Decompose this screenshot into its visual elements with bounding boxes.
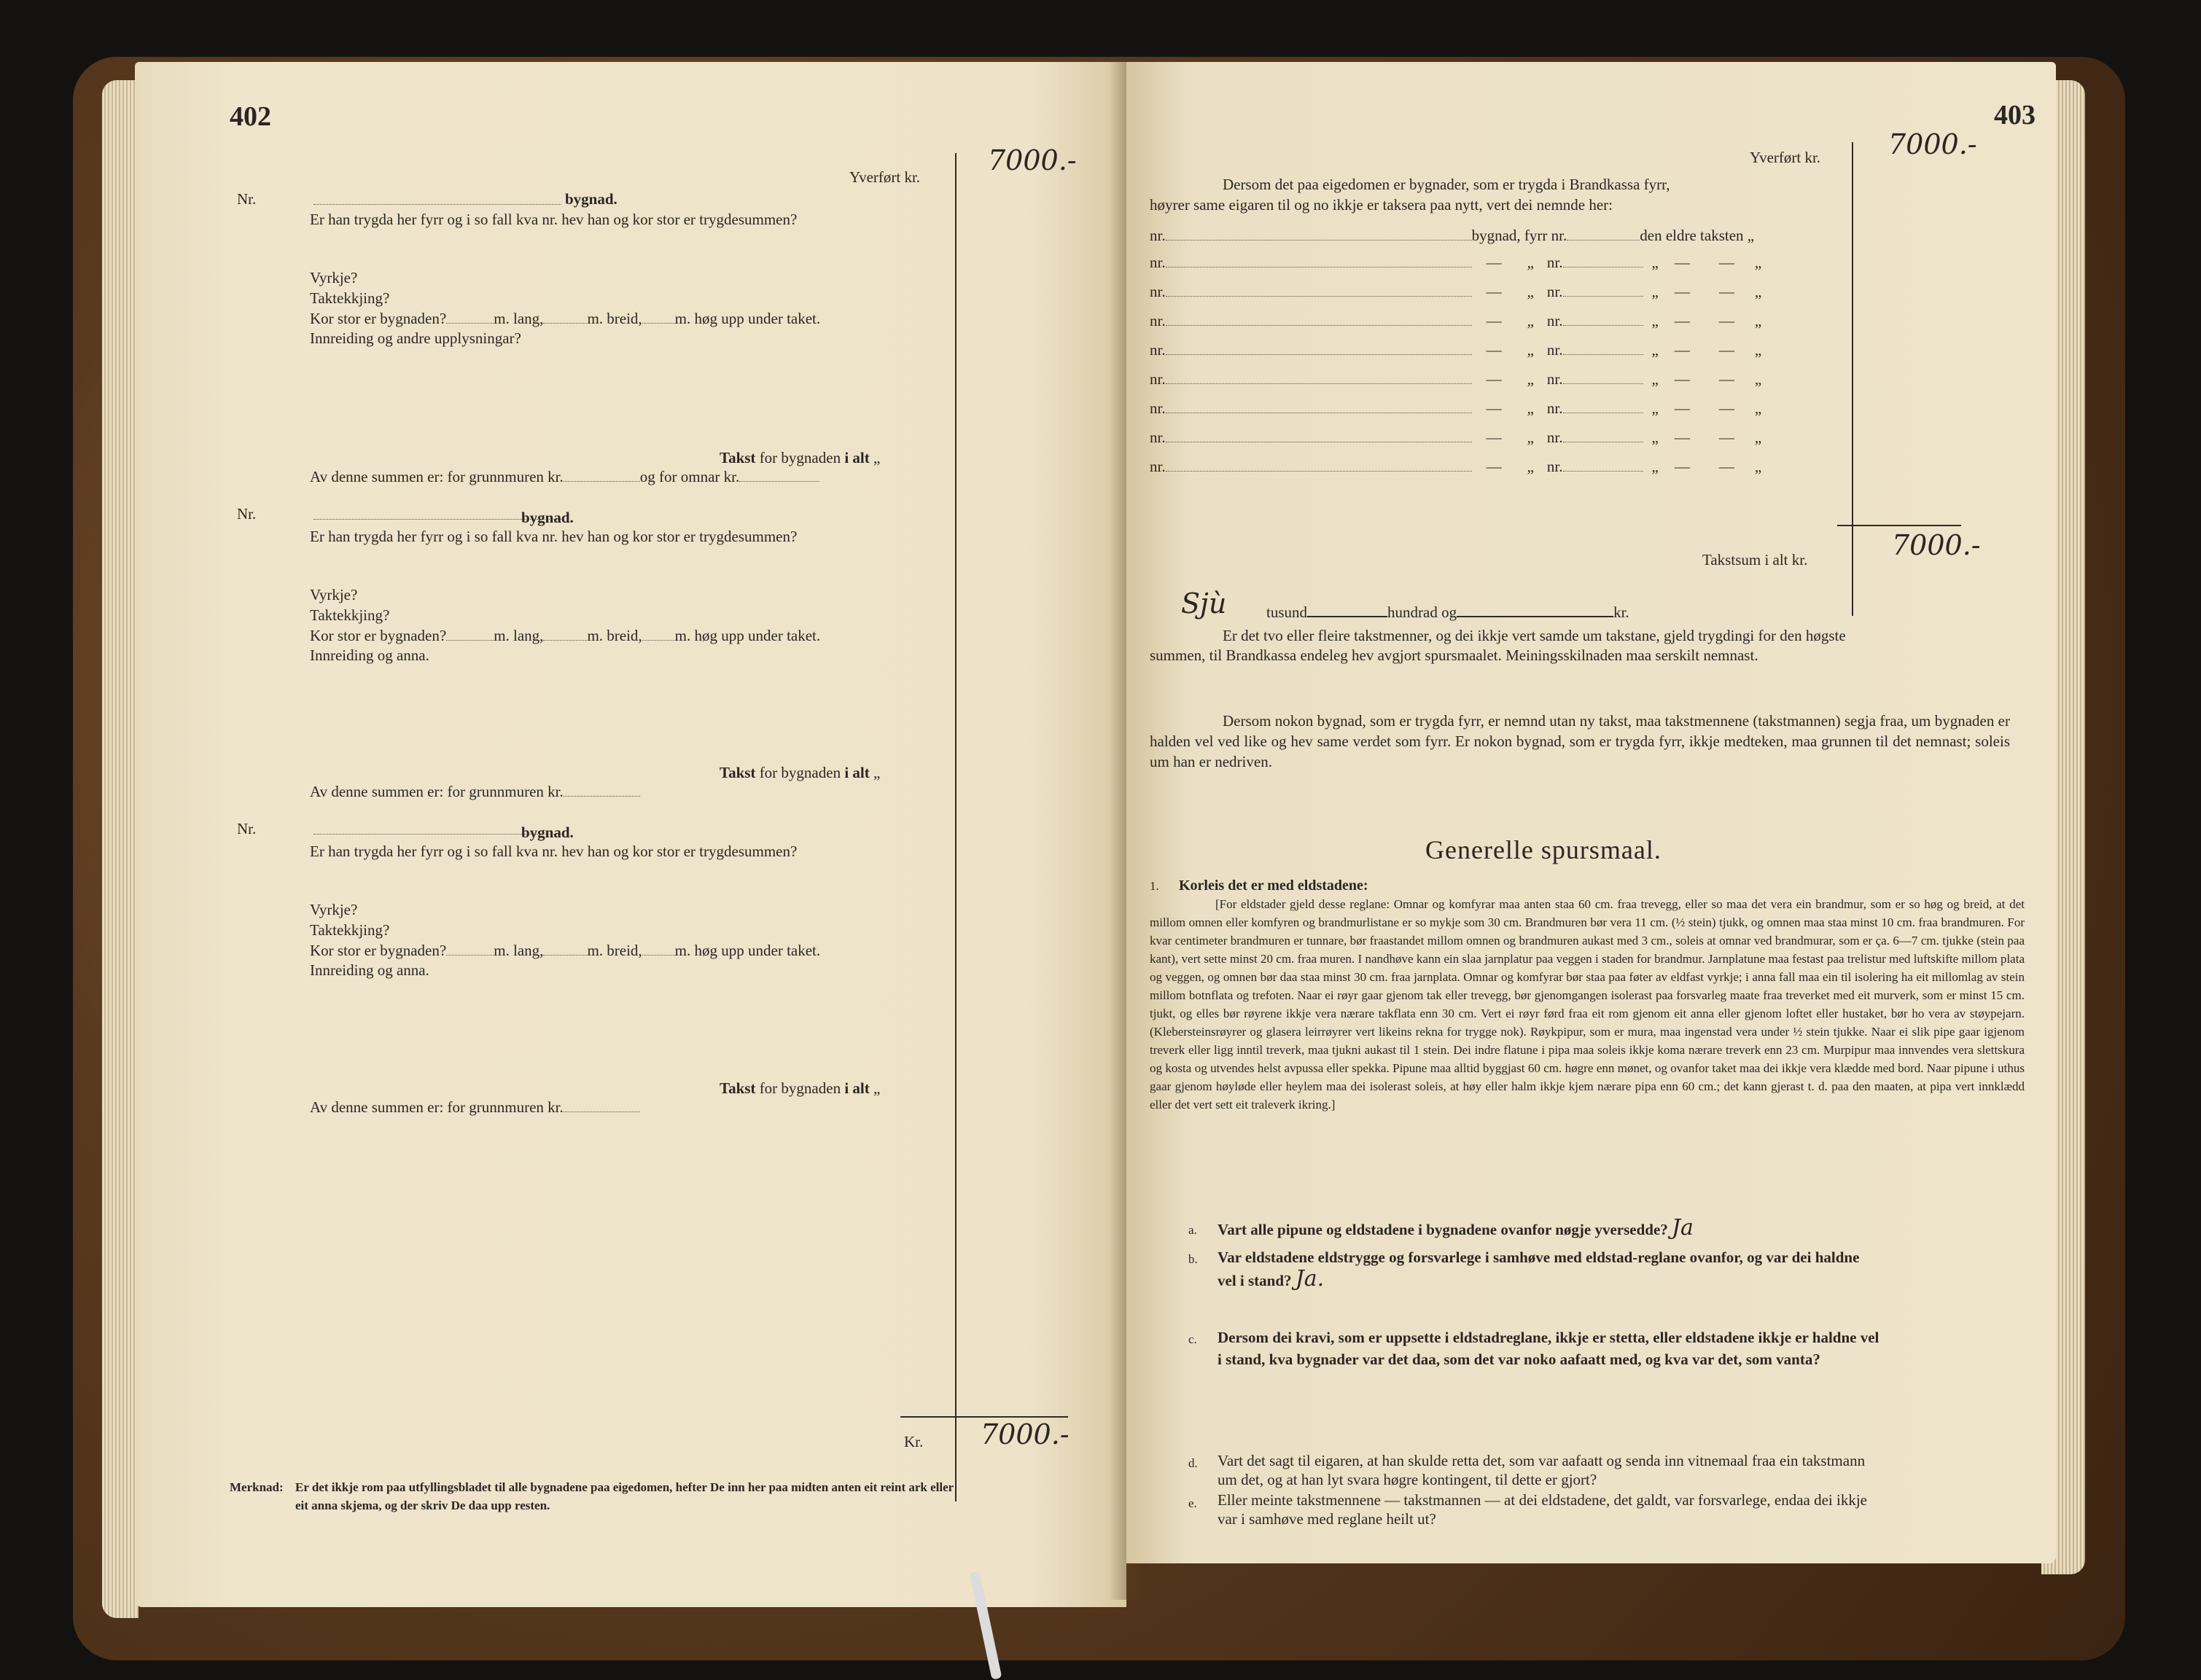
innreiding-label: Innreiding og anna. [310,646,429,664]
takst-line: Takst for bygnaden i alt „ [720,449,881,466]
size-question: Kor stor er bygnaden? m. lang, m. breid, m. høg upp under taket. [310,310,821,327]
question-e-line-2: var i samhøve med reglane heilt ut? [1218,1510,1436,1528]
insured-question: Er han trygda her fyrr og i so fall kva nr. hev han og kor stor er trygdesummen? [310,211,798,228]
carried-label-right: Yverført kr. [1750,149,1821,166]
table-row: nr. — „ nr. „ — — „ [1150,312,1762,329]
merknad-line-1: Er det ikkje rom paa utfyllingsbladet til alle bygnadene paa eigedomen, hefter De inn her paa midten anten eit reint ark eller [295,1480,954,1494]
question-1-body: [For eldstader gjeld desse reglane: Omnar og komfyrar maa anten staa 60 cm. fraa trevegg, eller so maa det vera ein brandmur, som er so høg og breid, at det millom omnen eller komfyren og brandmurlistane er so mykje som 30 cm. Brandmuren bør vera 11 cm. (½ stein) tjukk, og omnen maa staa minst 10 cm. fraa brandmuren. For kvar centimeter brandmuren er tunnare, bør fraastandet millom omnen og brandmuren aukast med 3 cm., soleis at omnar ved brandmurar, som er ça. 6—7 cm. tjukke (stein paa kant), vert sette minst 20 cm. fraa muren. I nandhøve kann ein slaa jarnplatur paa veggen i staden for brandmur. Jarnplatune maa festast paa trelistur med luftskifte millom plata og veggen, og omnen bør daa staa minst 30 cm. fraa jarnplata. Omnar og komfyrar bør staa paa føter av eldfast vyrkje; i anna fall maa ein til isolering ha eit millomlag av stein millom botnflata og trefoten. Naar ei røyr gaar gjenom tak eller trevegg, bør gjenomgangen isolerast paa forsvarleg maate fraa treverket med eit murverk, som er minst 15 cm. tjukt, og elles bør røyrene ikkje vera nærare takflata enn 30 cm. Vert ei røyr førd fraa eit rom gjenom eit anna eller gjenom loftet eller hustaket, bør ho vera av støypejarn. (Klebersteinsrøyrer og glasera leirrøyrer vert likeins rekna for trygge nok). Røykpipur, som er mura, maa ingenstad vera under ½ stein tjukke. Naar ei slik pipe gaar igjenom treverk eller ligg inntil treverk, maa tjukni aukast til 1 stein. Dei indre flatune i pipa maa soleis ikkje koma nærare treverk enn 23 cm. Murpipur maa innvendes vera slettskura og kosta og utvendes helst avpussa eller spekka. Pipune maa alltid byggjast 60 cm. høgre enn mønet, og ovanfor taket maa dei ikkje vera klædde med bord. Naar pipune i uthus gaar gjenom høyløde eller heylem maa dei isolerast soleis, at høy eller halm ikkje kjem nærare pipa enn 60 cm.; det kann gjerast t. d. paa den maaten, at pipa vert innklædd eller det vert sett eit traleverk ikring.] [1150,897,2025,1111]
taktekkjing-label: Taktekkjing? [310,289,390,307]
takstsum-label: Takstsum i alt kr. [1702,551,1808,569]
question-c-letter: c. [1188,1332,1197,1346]
question-b-answer: Ja. [1295,1266,1325,1292]
grunnmur-line: Av denne summen er: for grunnmuren kr. og for omnar kr. [310,467,819,486]
question-a-letter: a. [1188,1223,1197,1237]
insured-question: Er han trygda her fyrr og i so fall kva nr. hev han og kor stor er trygdesummen? [310,528,798,545]
right-page [1126,62,2056,1563]
size-question: Kor stor er bygnaden? m. lang, m. breid, m. høg upp under taket. [310,942,821,959]
page-number-right: 403 [1994,100,2036,130]
table-row: nr. — „ nr. „ — — „ [1150,370,1762,388]
nr-label: Nr. [237,505,257,523]
amount-column-rule-right [1852,142,1853,616]
amount-in-words-handwritten: Sjù [1181,587,1227,620]
intro-line-1: Dersom det paa eigedomen er bygnader, som er trygda i Brandkassa fyrr, [1223,176,1670,193]
page-edges-left [102,80,139,1618]
total-rule [900,1416,1068,1418]
table-row: nr. — „ nr. „ — — „ [1150,254,1762,271]
nr-label: Nr. [237,820,257,837]
question-b-line-2: vel i stand? Ja. [1218,1266,1325,1292]
table-row: nr. — „ nr. „ — — „ [1150,429,1762,446]
table-row: nr. — „ nr. „ — — „ [1150,458,1762,475]
paragraph-2: Dersom nokon bygnad, som er trygda fyrr, er nemnd utan ny takst, maa takstmennene (takstmannen) segja fraa, um bygnaden er halden vel ved like og hev same verdet som fyrr. Er nokon bygnad, som er trygda fyrr, ikkje medteken, maa grunnen til det nemnast; soleis um han er nedriven. [1150,712,2010,770]
takst-line: Takst for bygnaden i alt „ [720,1079,881,1097]
question-e-letter: e. [1188,1496,1197,1510]
vyrkje-label: Vyrkje? [310,269,358,286]
carried-label-left: Yverført kr. [849,168,921,186]
table-row: nr. — „ nr. „ — — „ [1150,283,1762,300]
grunnmur-line: Av denne summen er: for grunnmuren kr. [310,1098,640,1117]
innreiding-label: Innreiding og anna. [310,961,429,979]
left-page [135,62,1126,1607]
taktekkjing-label: Taktekkjing? [310,921,390,939]
takst-line: Takst for bygnaden i alt „ [720,764,881,781]
table-first-row: nr. bygnad, fyrr nr. den eldre taksten „ [1150,227,1755,244]
question-b-line-1: Var eldstadene eldstrygge og forsvarlege i samhøve med eldstad-reglane ovanfor, og var dei haldne [1218,1249,1860,1266]
intro-line-2: høyrer same eigaren til og no ikkje er taksera paa nytt, vert dei nemnde her: [1150,196,1613,214]
paragraph-1-line-1: Er det tvo eller fleire takstmenner, og dei ikkje vert samde um takstane, gjeld trygdingi for den høgste [1223,627,1846,644]
bygnad-label: bygnad. [565,190,618,208]
page-number-left: 402 [230,101,271,132]
merknad-label: Merknad: [230,1480,284,1494]
insured-question: Er han trygda her fyrr og i so fall kva nr. hev han og kor stor er trygdesummen? [310,843,798,860]
table-row: nr. — „ nr. „ — — „ [1150,341,1762,359]
carried-value-left: 7000.- [988,144,1077,176]
bygnad-label: bygnad. [521,509,574,526]
bygnad-line[interactable] [313,204,561,205]
table-row: nr. — „ nr. „ — — „ [1150,399,1762,417]
question-1-number: 1. [1150,879,1159,893]
nr-label: Nr. [237,190,257,208]
grunnmur-line: Av denne summen er: for grunnmuren kr. [310,782,640,801]
bygnad-label: bygnad. [521,824,574,841]
question-a-answer: Ja [1672,1215,1694,1241]
question-d-line-1: Vart det sagt til eigaren, at han skulde retta det, som var aafaatt og senda inn vitnemaal fraa ein takstmann [1218,1452,1866,1469]
question-1-title: Korleis det er med eldstadene: [1179,878,1368,894]
section-heading: Generelle spursmaal. [1425,835,1662,864]
takstsum-value: 7000.- [1892,529,1981,561]
vyrkje-label: Vyrkje? [310,586,358,603]
merknad-line-2: eit anna skjema, og der skriv De daa upp resten. [295,1499,550,1512]
question-c-line-2: i stand, kva bygnader var det daa, som det var noko aafaatt med, og kva var det, som vanta? [1218,1351,1820,1368]
question-b-letter: b. [1188,1252,1198,1266]
total-label: Kr. [904,1433,924,1450]
size-question: Kor stor er bygnaden? m. lang, m. breid, m. høg upp under taket. [310,627,821,644]
taktekkjing-label: Taktekkjing? [310,606,390,624]
takstsum-rule [1837,525,1961,526]
question-e-line-1: Eller meinte takstmennene — takstmannen — at dei eldstadene, det galdt, var forsvarlege, endaa dei ikkje [1218,1491,1868,1509]
question-d-letter: d. [1188,1456,1198,1470]
paragraph-1-line-2: summen, til Brandkassa endeleg hev avgjort spursmaalet. Meiningsskilnaden maa serskilt nemnast. [1150,646,1758,664]
amount-in-words-line: tusund hundrad og kr. [1266,603,1629,621]
question-a: Vart alle pipune og eldstadene i bygnadene ovanfor nøgje yversedde? Ja [1218,1215,1694,1241]
total-value-left: 7000.- [981,1418,1070,1450]
amount-column-rule [955,153,957,1501]
carried-value-right: 7000.- [1888,128,1977,160]
question-c-line-1: Dersom dei kravi, som er uppsette i eldstadreglane, ikkje er stetta, eller eldstadene ikkje er haldne vel [1218,1329,1879,1346]
question-d-line-2: um det, og at han lyt svara høgre kontingent, til dette er gjort? [1218,1471,1597,1488]
vyrkje-label: Vyrkje? [310,901,358,918]
innreiding-label: Innreiding og andre upplysningar? [310,329,521,347]
